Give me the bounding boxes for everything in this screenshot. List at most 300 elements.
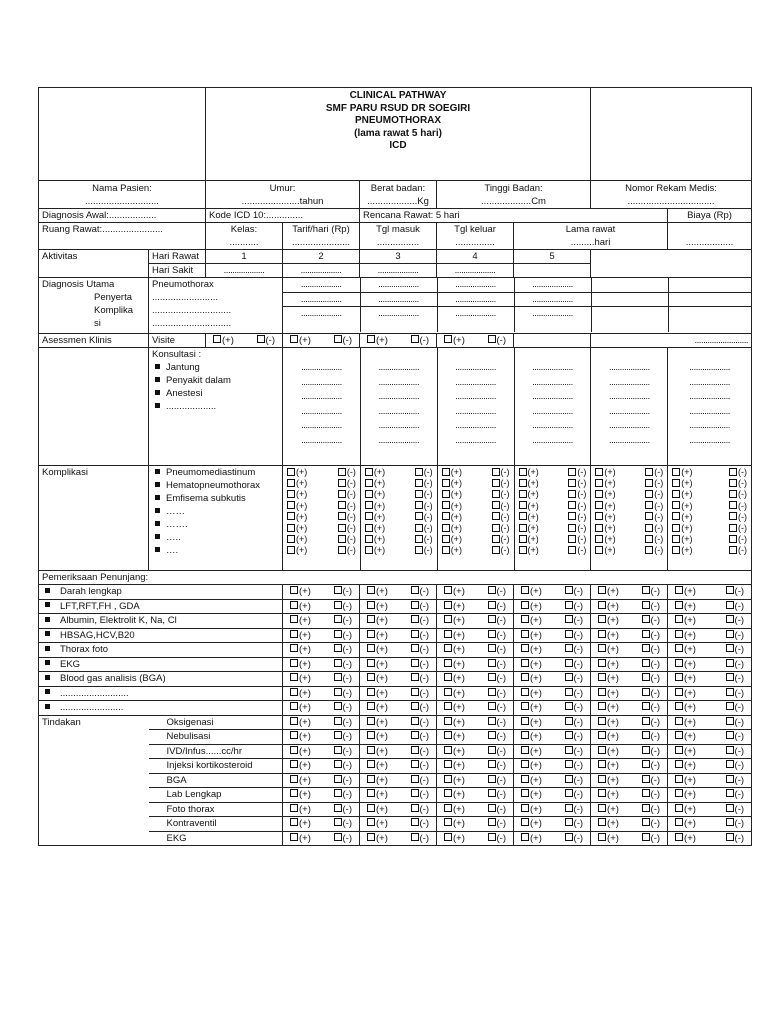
rekam-medis-cell[interactable]	[591, 181, 752, 209]
penunjang-label[interactable]: ........................	[60, 702, 124, 713]
checkbox-minus[interactable]	[568, 512, 586, 523]
checkbox-plus[interactable]	[367, 716, 388, 729]
checkbox-plus[interactable]	[521, 687, 542, 700]
checkbox-plus[interactable]	[444, 759, 465, 772]
checkbox-plus[interactable]	[367, 701, 388, 714]
checkbox-plus[interactable]	[598, 658, 619, 671]
checkbox-plus[interactable]	[367, 643, 388, 656]
checkbox-minus[interactable]	[334, 701, 353, 714]
checkbox-plus[interactable]	[521, 629, 542, 642]
komplikasi-dots[interactable]: ..............................	[152, 305, 232, 316]
checkbox-minus[interactable]	[565, 730, 584, 743]
checkbox-minus[interactable]	[334, 643, 353, 656]
diagGrid-cell[interactable]: ...................	[514, 306, 591, 332]
checkbox-plus[interactable]	[365, 467, 385, 478]
checkbox-plus[interactable]	[519, 478, 539, 489]
checkbox-plus[interactable]	[290, 745, 311, 758]
checkbox-plus[interactable]	[675, 672, 696, 685]
checkbox-plus[interactable]	[367, 759, 388, 772]
checkbox-minus[interactable]	[645, 523, 663, 534]
checkbox-minus[interactable]	[411, 817, 430, 830]
checkbox-plus[interactable]	[675, 643, 696, 656]
checkbox-minus[interactable]	[411, 745, 430, 758]
checkbox-plus[interactable]	[290, 788, 311, 801]
checkbox-plus[interactable]	[367, 600, 388, 613]
tgl-masuk-cell[interactable]	[360, 223, 437, 250]
checkbox-minus[interactable]	[415, 523, 433, 534]
checkbox-plus[interactable]	[367, 774, 388, 787]
checkbox-plus[interactable]	[444, 585, 465, 598]
checkbox-plus[interactable]	[595, 501, 615, 512]
tinggi-cell[interactable]	[437, 181, 591, 209]
checkbox-minus[interactable]	[338, 489, 356, 500]
checkbox-minus[interactable]	[726, 803, 745, 816]
checkbox-minus[interactable]	[334, 672, 353, 685]
checkbox-minus[interactable]	[729, 467, 747, 478]
checkbox-plus[interactable]	[367, 585, 388, 598]
checkbox-minus[interactable]	[565, 614, 584, 627]
checkbox-minus[interactable]	[411, 658, 430, 671]
checkbox-minus[interactable]	[488, 745, 507, 758]
checkbox-minus[interactable]	[488, 730, 507, 743]
checkbox-minus[interactable]	[642, 730, 661, 743]
checkbox-plus[interactable]	[290, 672, 311, 685]
checkbox-plus[interactable]	[290, 817, 311, 830]
checkbox-minus[interactable]	[492, 523, 510, 534]
checkbox-plus[interactable]	[675, 774, 696, 787]
checkbox-plus[interactable]	[444, 788, 465, 801]
checkbox-minus[interactable]	[565, 759, 584, 772]
konsultasi-entry[interactable]: ...................	[301, 391, 342, 402]
konsultasi-entry[interactable]: ...................	[689, 434, 730, 446]
checkbox-minus[interactable]	[645, 489, 663, 500]
checkbox-minus[interactable]	[642, 745, 661, 758]
checkbox-minus[interactable]	[565, 643, 584, 656]
ruang-rawat[interactable]: Ruang Rawat:.......................	[39, 223, 206, 250]
umur-cell[interactable]	[206, 181, 360, 209]
checkbox-minus[interactable]	[411, 832, 430, 845]
checkbox-plus[interactable]	[444, 643, 465, 656]
checkbox-minus[interactable]	[334, 600, 353, 613]
checkbox-plus[interactable]	[672, 478, 692, 489]
checkbox-plus[interactable]	[675, 716, 696, 729]
checkbox-plus[interactable]	[442, 467, 462, 478]
checkbox-minus[interactable]	[642, 716, 661, 729]
checkbox-plus[interactable]	[290, 832, 311, 845]
checkbox-minus[interactable]	[338, 545, 356, 556]
checkbox-minus[interactable]	[726, 817, 745, 830]
checkbox-plus[interactable]	[521, 832, 542, 845]
checkbox-minus[interactable]	[492, 545, 510, 556]
checkbox-minus[interactable]	[411, 643, 430, 656]
checkbox-minus[interactable]	[729, 534, 747, 545]
checkbox-plus[interactable]	[287, 478, 307, 489]
checkbox-minus[interactable]	[334, 334, 353, 347]
konsultasi-entry[interactable]: ...................	[455, 376, 496, 388]
checkbox-minus[interactable]	[642, 687, 661, 700]
checkbox-minus[interactable]	[565, 774, 584, 787]
checkbox-minus[interactable]	[488, 687, 507, 700]
checkbox-plus[interactable]	[672, 534, 692, 545]
checkbox-plus[interactable]	[519, 545, 539, 556]
checkbox-plus[interactable]	[444, 832, 465, 845]
checkbox-minus[interactable]	[488, 701, 507, 714]
checkbox-plus[interactable]	[595, 523, 615, 534]
checkbox-minus[interactable]	[729, 545, 747, 556]
checkbox-plus[interactable]	[675, 585, 696, 598]
checkbox-plus[interactable]	[287, 512, 307, 523]
checkbox-minus[interactable]	[645, 545, 663, 556]
checkbox-plus[interactable]	[598, 629, 619, 642]
checkbox-minus[interactable]	[488, 672, 507, 685]
checkbox-plus[interactable]	[598, 614, 619, 627]
checkbox-minus[interactable]	[726, 643, 745, 656]
checkbox-plus[interactable]	[287, 501, 307, 512]
checkbox-plus[interactable]	[675, 817, 696, 830]
checkbox-plus[interactable]	[365, 478, 385, 489]
checkbox-minus[interactable]	[411, 701, 430, 714]
checkbox-minus[interactable]	[492, 489, 510, 500]
visite-d1[interactable]	[206, 334, 283, 348]
checkbox-plus[interactable]	[521, 643, 542, 656]
diagGrid-cell[interactable]: ...................	[360, 306, 437, 332]
checkbox-plus[interactable]	[519, 512, 539, 523]
konsultasi-entry[interactable]: ...................	[455, 391, 496, 402]
checkbox-minus[interactable]	[726, 701, 745, 714]
checkbox-plus[interactable]	[367, 730, 388, 743]
checkbox-minus[interactable]	[568, 489, 586, 500]
checkbox-minus[interactable]	[415, 545, 433, 556]
checkbox-plus[interactable]	[290, 759, 311, 772]
checkbox-plus[interactable]	[598, 687, 619, 700]
checkbox-plus[interactable]	[213, 334, 234, 347]
checkbox-plus[interactable]	[521, 759, 542, 772]
checkbox-minus[interactable]	[729, 478, 747, 489]
checkbox-plus[interactable]	[521, 585, 542, 598]
checkbox-plus[interactable]	[290, 701, 311, 714]
checkbox-plus[interactable]	[367, 803, 388, 816]
checkbox-plus[interactable]	[290, 585, 311, 598]
checkbox-minus[interactable]	[726, 788, 745, 801]
checkbox-minus[interactable]	[411, 687, 430, 700]
checkbox-plus[interactable]	[444, 745, 465, 758]
checkbox-minus[interactable]	[334, 614, 353, 627]
checkbox-plus[interactable]	[521, 817, 542, 830]
checkbox-plus[interactable]	[672, 489, 692, 500]
checkbox-plus[interactable]	[442, 545, 462, 556]
checkbox-plus[interactable]	[444, 817, 465, 830]
diagnosis-awal[interactable]: Diagnosis Awal:..................	[39, 209, 206, 223]
checkbox-minus[interactable]	[642, 817, 661, 830]
sakit-d1[interactable]: ...................	[206, 264, 283, 278]
checkbox-minus[interactable]	[729, 489, 747, 500]
checkbox-minus[interactable]	[411, 716, 430, 729]
checkbox-minus[interactable]	[488, 788, 507, 801]
checkbox-plus[interactable]	[521, 788, 542, 801]
checkbox-minus[interactable]	[568, 523, 586, 534]
checkbox-plus[interactable]	[598, 600, 619, 613]
checkbox-plus[interactable]	[367, 832, 388, 845]
checkbox-plus[interactable]	[672, 501, 692, 512]
checkbox-plus[interactable]	[675, 614, 696, 627]
checkbox-minus[interactable]	[645, 512, 663, 523]
checkbox-plus[interactable]	[442, 501, 462, 512]
komplikasi-dots-2[interactable]: ..............................	[152, 318, 232, 329]
visite-d2[interactable]	[283, 334, 360, 348]
checkbox-plus[interactable]	[595, 467, 615, 478]
konsultasi-entry[interactable]: ...................	[608, 420, 650, 431]
konsultasi-entry[interactable]: ...................	[378, 376, 420, 388]
checkbox-minus[interactable]	[411, 759, 430, 772]
checkbox-minus[interactable]	[726, 687, 745, 700]
sakit-d2[interactable]: ...................	[283, 264, 360, 278]
checkbox-plus[interactable]	[290, 716, 311, 729]
diagGrid-cell[interactable]: ...................	[437, 306, 514, 332]
checkbox-minus[interactable]	[568, 534, 586, 545]
checkbox-plus[interactable]	[675, 701, 696, 714]
checkbox-plus[interactable]	[442, 534, 462, 545]
konsultasi-entry[interactable]: ...................	[608, 376, 650, 388]
checkbox-plus[interactable]	[521, 600, 542, 613]
checkbox-minus[interactable]	[334, 716, 353, 729]
konsultasi-entry[interactable]: ...................	[532, 362, 573, 373]
checkbox-plus[interactable]	[672, 523, 692, 534]
nama-pasien-cell[interactable]	[39, 181, 206, 209]
checkbox-plus[interactable]	[290, 614, 311, 627]
checkbox-minus[interactable]	[257, 334, 276, 347]
checkbox-plus[interactable]	[519, 489, 539, 500]
konsultasi-entry[interactable]: ...................	[608, 362, 650, 373]
checkbox-minus[interactable]	[488, 585, 507, 598]
konsultasi-entry[interactable]: ...................	[378, 391, 420, 402]
komp-other-4[interactable]: ….	[166, 545, 179, 556]
visite-d4[interactable]	[437, 334, 514, 348]
checkbox-minus[interactable]	[334, 803, 353, 816]
checkbox-minus[interactable]	[726, 585, 745, 598]
checkbox-minus[interactable]	[568, 545, 586, 556]
checkbox-plus[interactable]	[595, 489, 615, 500]
checkbox-minus[interactable]	[334, 832, 353, 845]
konsultasi-entry[interactable]: ...................	[689, 376, 730, 388]
checkbox-minus[interactable]	[334, 774, 353, 787]
checkbox-minus[interactable]	[565, 803, 584, 816]
checkbox-plus[interactable]	[290, 643, 311, 656]
checkbox-minus[interactable]	[642, 629, 661, 642]
biaya-value[interactable]: ..................	[668, 223, 752, 250]
checkbox-plus[interactable]	[287, 545, 307, 556]
checkbox-minus[interactable]	[565, 672, 584, 685]
checkbox-minus[interactable]	[415, 467, 433, 478]
checkbox-plus[interactable]	[598, 803, 619, 816]
checkbox-minus[interactable]	[411, 774, 430, 787]
checkbox-plus[interactable]	[595, 512, 615, 523]
tarif-cell[interactable]	[283, 223, 360, 250]
checkbox-minus[interactable]	[642, 832, 661, 845]
checkbox-plus[interactable]	[598, 672, 619, 685]
konsultasi-entry[interactable]: ...................	[378, 362, 420, 373]
checkbox-plus[interactable]	[598, 759, 619, 772]
checkbox-minus[interactable]	[411, 334, 430, 347]
checkbox-plus[interactable]	[675, 658, 696, 671]
konsultasi-entry[interactable]: ...................	[301, 362, 342, 373]
checkbox-plus[interactable]	[444, 687, 465, 700]
checkbox-plus[interactable]	[444, 334, 465, 347]
checkbox-plus[interactable]	[519, 534, 539, 545]
checkbox-plus[interactable]	[595, 478, 615, 489]
konsultasi-entry[interactable]: ...................	[301, 405, 342, 417]
visite-d3[interactable]	[360, 334, 437, 348]
checkbox-plus[interactable]	[672, 512, 692, 523]
checkbox-plus[interactable]	[290, 658, 311, 671]
checkbox-minus[interactable]	[642, 803, 661, 816]
checkbox-minus[interactable]	[334, 759, 353, 772]
kelas-cell[interactable]	[206, 223, 283, 250]
komp-other-2[interactable]: …….	[166, 519, 188, 530]
checkbox-plus[interactable]	[365, 489, 385, 500]
checkbox-plus[interactable]	[675, 600, 696, 613]
checkbox-minus[interactable]	[411, 803, 430, 816]
checkbox-plus[interactable]	[672, 545, 692, 556]
checkbox-minus[interactable]	[726, 614, 745, 627]
checkbox-plus[interactable]	[521, 701, 542, 714]
checkbox-plus[interactable]	[521, 803, 542, 816]
checkbox-plus[interactable]	[290, 687, 311, 700]
sakit-d3[interactable]: ...................	[360, 264, 437, 278]
checkbox-plus[interactable]	[521, 716, 542, 729]
checkbox-plus[interactable]	[598, 730, 619, 743]
checkbox-minus[interactable]	[565, 600, 584, 613]
checkbox-minus[interactable]	[642, 585, 661, 598]
checkbox-minus[interactable]	[411, 629, 430, 642]
checkbox-plus[interactable]	[442, 512, 462, 523]
checkbox-plus[interactable]	[444, 629, 465, 642]
checkbox-minus[interactable]	[334, 817, 353, 830]
checkbox-minus[interactable]	[488, 629, 507, 642]
checkbox-minus[interactable]	[726, 658, 745, 671]
checkbox-minus[interactable]	[488, 334, 507, 347]
checkbox-plus[interactable]	[367, 658, 388, 671]
konsultasi-entry[interactable]: ...................	[689, 420, 730, 431]
konsultasi-entry[interactable]: ...................	[532, 434, 573, 446]
checkbox-minus[interactable]	[415, 512, 433, 523]
checkbox-plus[interactable]	[521, 730, 542, 743]
checkbox-plus[interactable]	[598, 701, 619, 714]
checkbox-minus[interactable]	[334, 730, 353, 743]
checkbox-plus[interactable]	[521, 672, 542, 685]
checkbox-minus[interactable]	[726, 745, 745, 758]
checkbox-plus[interactable]	[444, 672, 465, 685]
checkbox-minus[interactable]	[729, 512, 747, 523]
konsultasi-entry[interactable]: ...................	[455, 434, 496, 446]
checkbox-plus[interactable]	[598, 716, 619, 729]
checkbox-minus[interactable]	[415, 534, 433, 545]
konsultasi-entry[interactable]: ...................	[608, 434, 650, 446]
checkbox-plus[interactable]	[675, 759, 696, 772]
checkbox-plus[interactable]	[367, 614, 388, 627]
checkbox-minus[interactable]	[726, 774, 745, 787]
konsultasi-entry[interactable]: ...................	[455, 420, 496, 431]
checkbox-minus[interactable]	[726, 600, 745, 613]
checkbox-minus[interactable]	[729, 501, 747, 512]
checkbox-minus[interactable]	[645, 467, 663, 478]
diagGrid-cell[interactable]: ...................	[514, 278, 591, 292]
checkbox-plus[interactable]	[290, 730, 311, 743]
checkbox-minus[interactable]	[488, 832, 507, 845]
sakit-d4[interactable]: ...................	[437, 264, 514, 278]
checkbox-minus[interactable]	[565, 788, 584, 801]
checkbox-minus[interactable]	[488, 774, 507, 787]
checkbox-plus[interactable]	[287, 523, 307, 534]
lama-rawat-cell[interactable]	[514, 223, 668, 250]
checkbox-minus[interactable]	[642, 658, 661, 671]
konsultasi-entry[interactable]: ...................	[455, 362, 496, 373]
konsultasi-entry[interactable]: ...................	[532, 391, 573, 402]
checkbox-plus[interactable]	[598, 745, 619, 758]
checkbox-plus[interactable]	[367, 745, 388, 758]
checkbox-plus[interactable]	[444, 701, 465, 714]
diagGrid-cell[interactable]: ...................	[283, 306, 360, 332]
checkbox-plus[interactable]	[290, 600, 311, 613]
checkbox-minus[interactable]	[565, 687, 584, 700]
checkbox-plus[interactable]	[675, 832, 696, 845]
checkbox-minus[interactable]	[334, 658, 353, 671]
checkbox-plus[interactable]	[521, 745, 542, 758]
checkbox-plus[interactable]	[444, 600, 465, 613]
checkbox-minus[interactable]	[642, 774, 661, 787]
komp-other-3[interactable]: …..	[166, 532, 181, 543]
checkbox-minus[interactable]	[565, 832, 584, 845]
checkbox-plus[interactable]	[367, 672, 388, 685]
checkbox-plus[interactable]	[287, 489, 307, 500]
checkbox-plus[interactable]	[595, 534, 615, 545]
checkbox-minus[interactable]	[565, 716, 584, 729]
checkbox-plus[interactable]	[598, 774, 619, 787]
checkbox-minus[interactable]	[488, 716, 507, 729]
checkbox-plus[interactable]	[675, 745, 696, 758]
konsultasi-entry[interactable]: ...................	[689, 405, 730, 417]
checkbox-minus[interactable]	[338, 501, 356, 512]
konsultasi-entry[interactable]: ...................	[532, 405, 573, 417]
checkbox-minus[interactable]	[338, 512, 356, 523]
checkbox-plus[interactable]	[444, 658, 465, 671]
checkbox-minus[interactable]	[488, 658, 507, 671]
diagGrid-cell[interactable]: ...................	[300, 279, 342, 290]
checkbox-plus[interactable]	[598, 788, 619, 801]
konsultasi-entry[interactable]: ...................	[301, 434, 342, 446]
checkbox-minus[interactable]	[338, 534, 356, 545]
checkbox-plus[interactable]	[675, 803, 696, 816]
checkbox-minus[interactable]	[488, 614, 507, 627]
checkbox-plus[interactable]	[519, 523, 539, 534]
checkbox-plus[interactable]	[444, 716, 465, 729]
checkbox-plus[interactable]	[365, 534, 385, 545]
checkbox-plus[interactable]	[519, 501, 539, 512]
checkbox-minus[interactable]	[334, 788, 353, 801]
checkbox-plus[interactable]	[519, 467, 539, 478]
checkbox-minus[interactable]	[568, 467, 586, 478]
checkbox-minus[interactable]	[642, 672, 661, 685]
checkbox-minus[interactable]	[726, 730, 745, 743]
checkbox-minus[interactable]	[726, 672, 745, 685]
penunjang-label[interactable]: ..........................	[60, 687, 129, 699]
checkbox-plus[interactable]	[442, 523, 462, 534]
checkbox-plus[interactable]	[598, 585, 619, 598]
checkbox-plus[interactable]	[444, 774, 465, 787]
checkbox-plus[interactable]	[442, 478, 462, 489]
checkbox-minus[interactable]	[642, 600, 661, 613]
checkbox-plus[interactable]	[672, 467, 692, 478]
checkbox-plus[interactable]	[367, 629, 388, 642]
